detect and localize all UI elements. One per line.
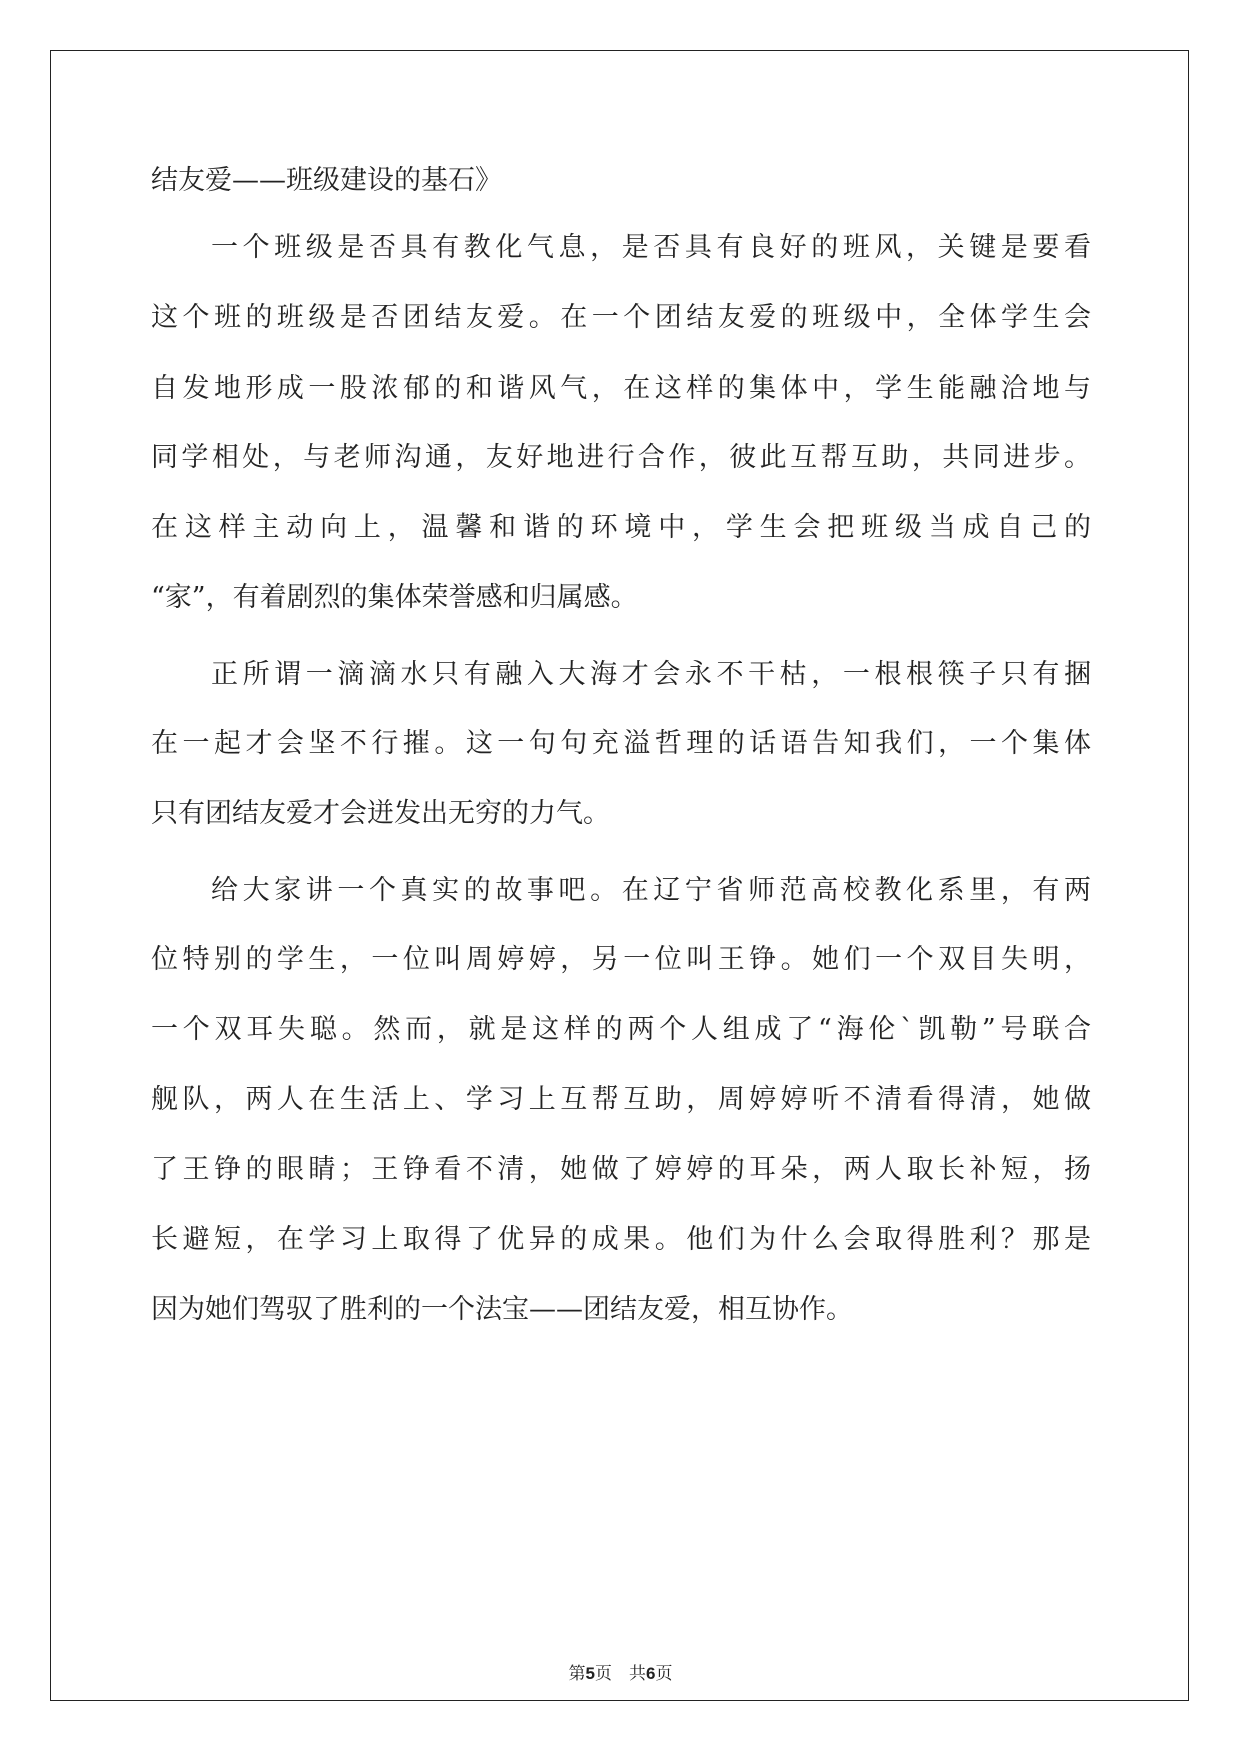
paragraph-line: 自发地形成一股浓郁的和谐风气，在这样的集体中，学生能融洽地与 bbox=[151, 373, 1091, 404]
paragraph-line: 长避短，在学习上取得了优异的成果。他们为什么会取得胜利？那是 bbox=[151, 1224, 1091, 1255]
page-number-footer bbox=[0, 1662, 1241, 1686]
paragraph-line: 正所谓一滴滴水只有融入大海才会永不干枯，一根根筷子只有捆 bbox=[211, 659, 1091, 690]
footer-middle: 页 共 bbox=[595, 1664, 646, 1684]
paragraph-line: 在一起才会坚不行摧。这一句句充溢哲理的话语告知我们，一个集体 bbox=[151, 728, 1091, 759]
footer-suffix: 页 bbox=[655, 1664, 673, 1684]
paragraph-line: 只有团结友爱才会迸发出无穷的力气。 bbox=[151, 798, 610, 829]
paragraph-line: “家”，有着剧烈的集体荣誉感和归属感。 bbox=[151, 582, 638, 613]
total-page-number: 6 bbox=[646, 1664, 656, 1683]
paragraph-line: 舰队，两人在生活上、学习上互帮互助，周婷婷听不清看得清，她做 bbox=[151, 1084, 1091, 1115]
paragraph-line: 了王铮的眼睛；王铮看不清，她做了婷婷的耳朵，两人取长补短，扬 bbox=[151, 1154, 1091, 1185]
paragraph-line: 因为她们驾驭了胜利的一个法宝——团结友爱，相互协作。 bbox=[151, 1294, 853, 1325]
footer-prefix: 第 bbox=[568, 1664, 586, 1684]
paragraph-line: 给大家讲一个真实的故事吧。在辽宁省师范高校教化系里，有两 bbox=[211, 875, 1091, 906]
paragraph-line: 一个双耳失聪。然而，就是这样的两个人组成了“海伦`凯勒”号联合 bbox=[151, 1014, 1091, 1045]
paragraph-line: 在这样主动向上，温馨和谐的环境中，学生会把班级当成自己的 bbox=[151, 512, 1091, 543]
paragraph-line: 结友爱——班级建设的基石》 bbox=[151, 165, 502, 196]
current-page-number: 5 bbox=[585, 1664, 595, 1683]
paragraph-line: 同学相处，与老师沟通，友好地进行合作，彼此互帮互助，共同进步。 bbox=[151, 442, 1091, 473]
paragraph-line: 一个班级是否具有教化气息，是否具有良好的班风，关键是要看 bbox=[211, 232, 1091, 263]
paragraph-line: 位特别的学生，一位叫周婷婷，另一位叫王铮。她们一个双目失明， bbox=[151, 944, 1091, 975]
paragraph-line: 这个班的班级是否团结友爱。在一个团结友爱的班级中，全体学生会 bbox=[151, 302, 1091, 333]
